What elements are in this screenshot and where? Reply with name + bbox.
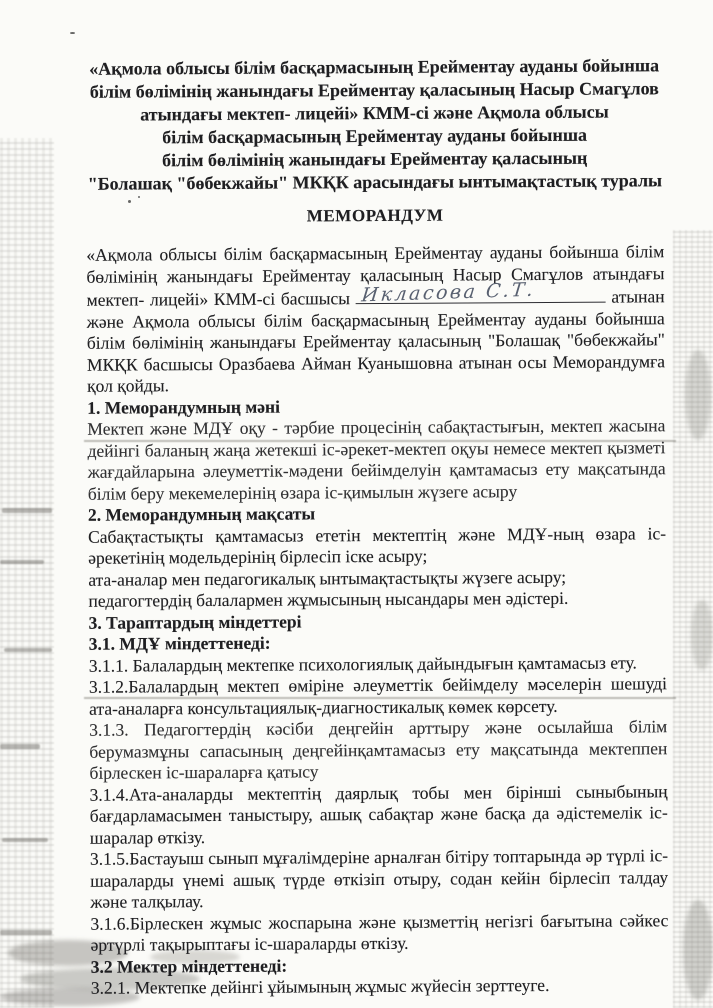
section-3-heading: 3. Тараптардың міндеттері	[88, 610, 302, 633]
scan-smudge	[691, 600, 713, 670]
item-3-1-1: 3.1.1. Балалардың мектепке психологиялық дайындығын қамтамасыз ету.	[88, 651, 637, 676]
intro-part2: атынан және Ақмола облысы білім басқармасының Ерейментау ауданы бойынша білім бөлімінің жанындағы Ерейментау қаласының "Болашақ "бөбекжайы" МКҚК басшысы Оразбаева Айман Куанышовна атынан осы Меморандумға қол қойды.	[86, 286, 666, 396]
scan-streak	[2, 838, 48, 842]
section-3-2-heading: 3.2 Мектер міндеттенеді:	[90, 955, 288, 977]
scan-streak	[4, 648, 52, 652]
section-1-body: Мектеп және МДҰ оқу - тәрбие процесінің сабақтастығын, мектеп жасына дейінгі баланың жаңа жетекші іс-әрекет-мектеп оқуы немесе мектеп қызметі жағдайларына әлеуметтік-мәдени бейімделуін қамтамасыз ету мақсатында білім беру мекемелерінің өзара іс-қимылын жүзеге асыру	[87, 415, 666, 504]
scan-smudge	[685, 350, 711, 440]
scan-streak	[0, 560, 44, 564]
memorandum-heading: МЕМОРАНДУМ	[306, 205, 444, 226]
item-3-1-2: 3.1.2.Балалардың мектеп өміріне әлеуметтік бейімделу мәселерін шешуді ата-аналарға консультациялық-диагностикалық көмек көрсету.	[88, 673, 668, 719]
document-title	[85, 54, 664, 196]
section-1-heading: 1. Меморандумның мәні	[87, 396, 281, 418]
scan-streak	[0, 744, 40, 749]
title-line: білім басқармасының Ерейментау ауданы бойынша	[162, 124, 588, 148]
item-3-1-4: 3.1.4.Ата-аналарды мектептің даярлық тобы мен бірінші сыныбының бағдарламасымен таныстыру, ашық сабақтар және басқа да әдістемелік іс-шаралар өткізу.	[89, 780, 668, 848]
title-line: білім бөлімінің жанындағы Ерейментау қаласының	[162, 147, 588, 171]
item-3-1-3: 3.1.3. Педагогтердің кәсіби деңгейін арттыру және осылайша білім берумазмұны сапасының деңгейінқамтамасыз ету мақсатында мектеппен бірлескен іс-шараларға қатысу	[89, 716, 668, 783]
item-3-1-6: 3.1.6.Бірлескен жұмыс жоспарына және қызметтің негізгі бағытына сәйкес әртүрлі тақырыптағы іс-шараларды өткізу.	[90, 909, 669, 955]
title-line: "Болашақ "бөбекжайы" МКҚК арасындағы ынтымақтастық туралы	[87, 170, 663, 194]
scan-speck	[70, 32, 75, 34]
section-3-1-heading: 3.1. МДҰ міндеттенеді:	[88, 632, 271, 654]
section-2-item: Сабақтастықты қамтамасыз ететін мектептің және МДҰ-ның өзара іс-әрекетінің модельдерінің бірлесіп іске асыру;	[87, 522, 667, 568]
section-2-heading: 2. Меморандумның мақсаты	[87, 503, 316, 525]
intro-part1: «Ақмола облысы білім басқармасының Ерейментау ауданы бойынша білім бөлімінің жанындағы Ерейментау қаласының Насыр Смагұлов атындағы мектеп- лицейі» КММ-сі басшысы	[86, 241, 665, 310]
scan-streak	[2, 508, 52, 513]
document-body	[86, 241, 669, 999]
scan-streak	[0, 930, 52, 935]
item-3-2-1: 3.2.1. Мектепке дейінгі ұйымының жұмыс жүйесін зерттеуге.	[90, 974, 550, 998]
section-2-item: ата-аналар мен педагогикалық ынтымақтастықты жүзеге асыру;	[88, 566, 567, 590]
scan-noise-left-band	[0, 138, 54, 1008]
signature-line	[356, 278, 606, 306]
title-line: білім бөлімінің жанындағы Ерейментау қаласының Насыр Смагұлов	[89, 78, 659, 102]
title-line: атындағы мектеп- лицейі» КММ-сі және Ақмола облысы	[140, 101, 609, 125]
item-3-1-5: 3.1.5.Бастауыш сынып мұғалімдеріне арналған бітіру топтарында әр түрлі іс-шараларды үнемі ашық түрде өткізіп отыру, содан кейін бірлесіп талдау және талқылау.	[89, 845, 669, 912]
section-2-item: педагогтердің балалармен жұмысының нысандары мен әдістері.	[88, 587, 569, 611]
title-line: «Ақмола облысы білім басқармасының Ерейментау ауданы бойынша	[89, 55, 660, 79]
scan-smudge	[683, 900, 713, 1000]
intro-paragraph	[86, 241, 665, 397]
document-content	[85, 54, 669, 999]
handwritten-signature: Икласова С.Т.	[360, 278, 537, 306]
